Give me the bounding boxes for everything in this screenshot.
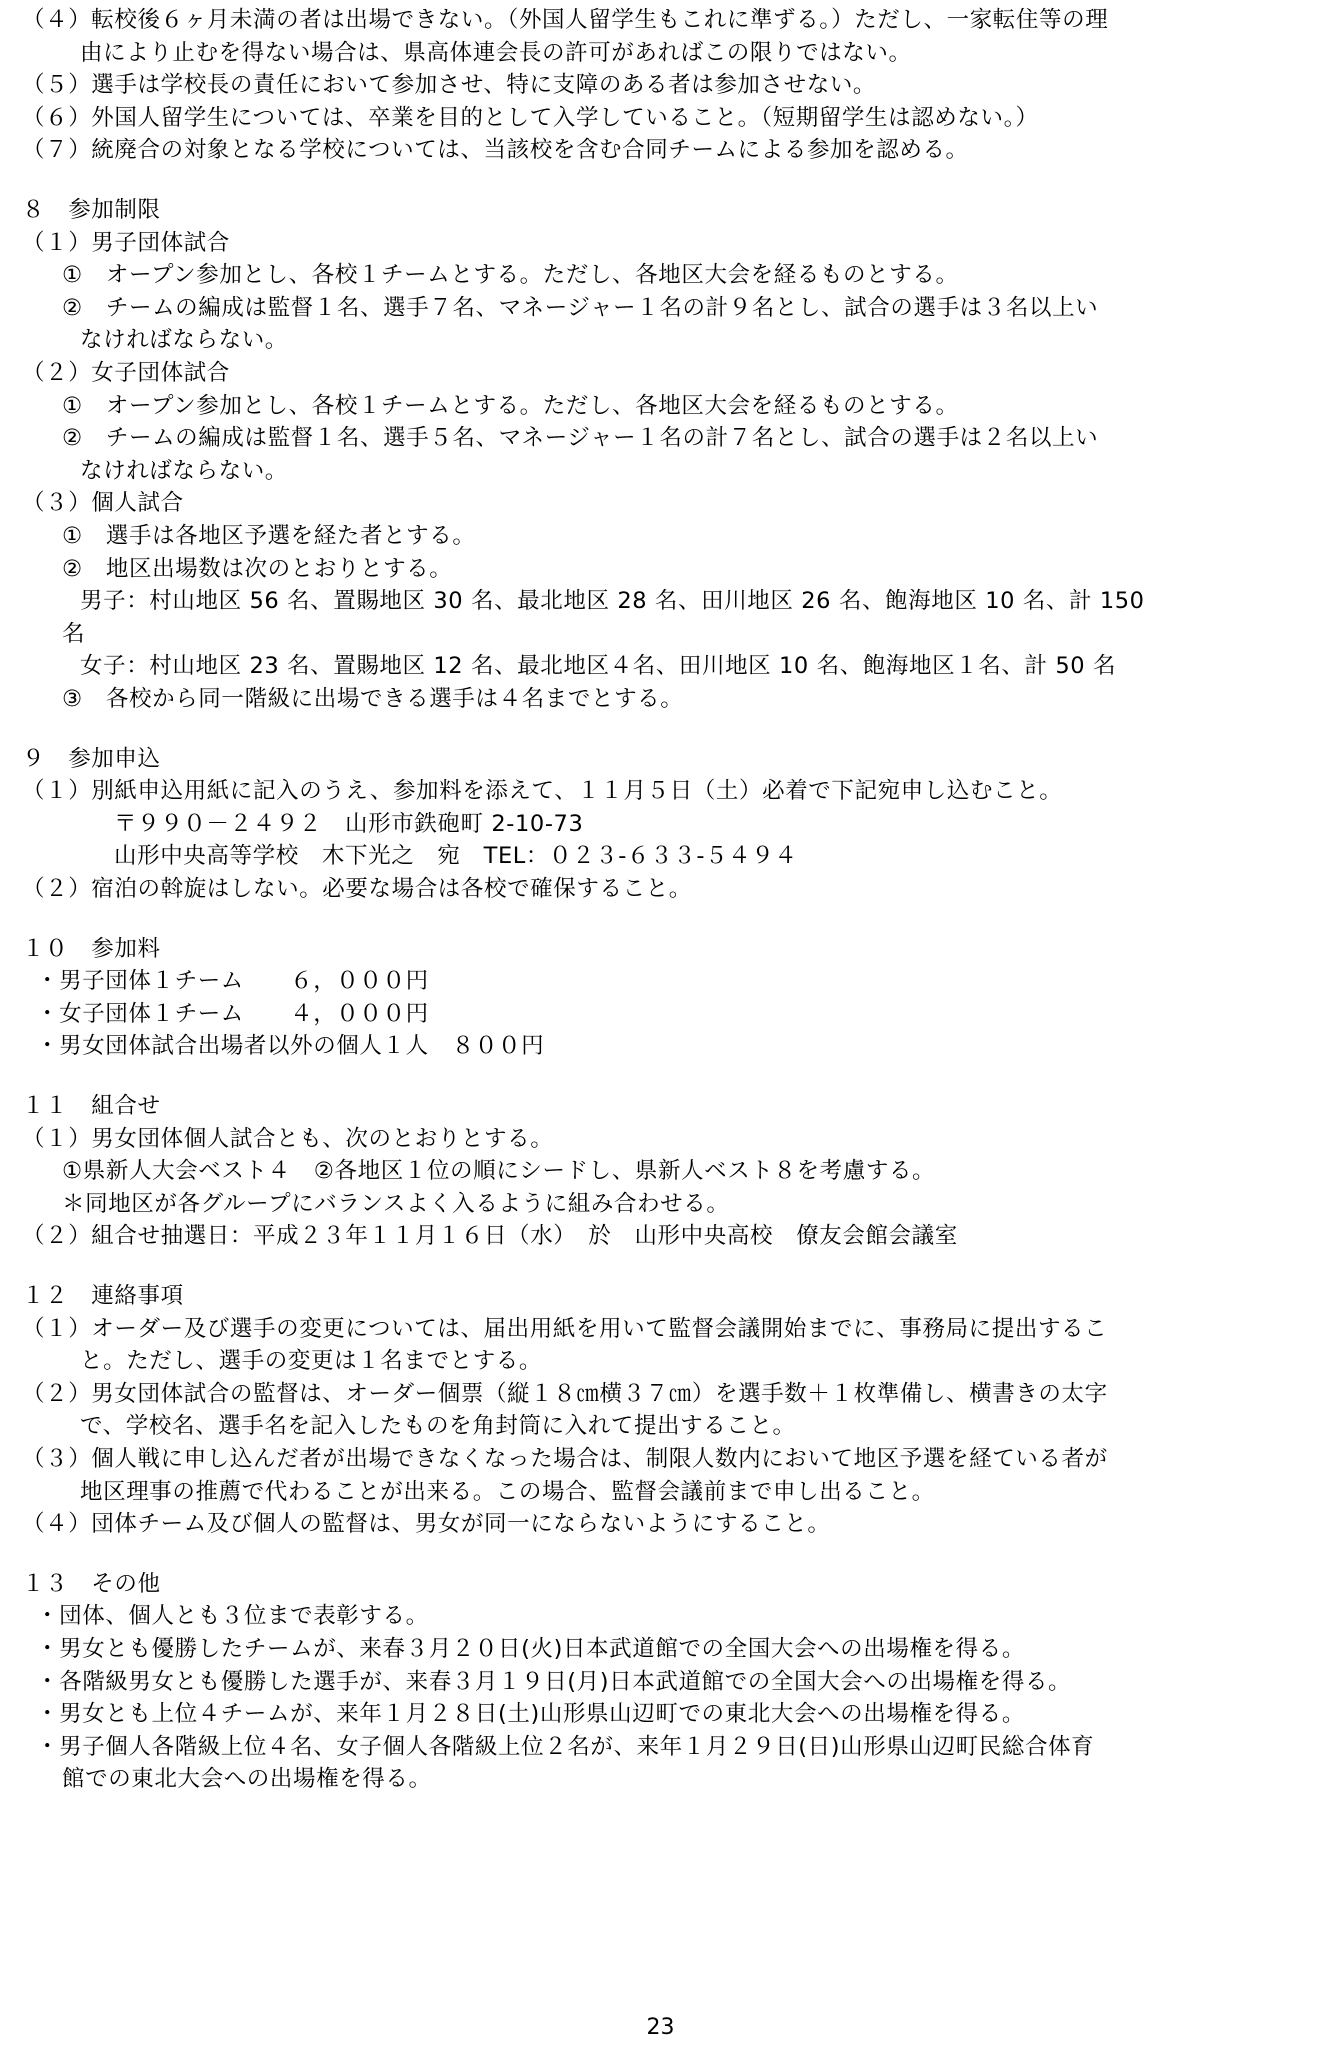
text-line: ＊同地区が各グループにバランスよく入るように組み合わせる。: [62, 1191, 730, 1217]
text-line: ① 選手は各地区予選を経た者とする。: [62, 523, 476, 549]
text-line: （２）組合せ抽選日：平成２３年１１月１６日（水） 於 山形中央高校 僚友会館会議室: [22, 1223, 958, 1249]
text-line: ① オープン参加とし、各校１チームとする。ただし、各地区大会を経るものとする。: [62, 262, 959, 288]
text-line: （４）転校後６ヶ月未満の者は出場できない。（外国人留学生もこれに準ずる。）ただし、一家転住等の理: [22, 7, 1109, 33]
text-line: ② チームの編成は監督１名、選手７名、マネージャー１名の計９名とし、試合の選手は３名以上い: [62, 295, 1099, 321]
text-line: （５）選手は学校長の責任において参加させ、特に支障のある者は参加させない。: [22, 72, 877, 98]
text-line: ・男女団体試合出場者以外の個人１人 ８００円: [36, 1033, 545, 1059]
text-line: ③ 各校から同一階級に出場できる選手は４名までとする。: [62, 686, 684, 712]
text-line: 〒９９０－２４９２ 山形市鉄砲町 2-10-73: [114, 811, 584, 837]
text-line: （７）統廃合の対象となる学校については、当該校を含む合同チームによる参加を認める。: [22, 137, 969, 163]
text-line: １１ 組合せ: [22, 1093, 161, 1119]
text-line: なければならない。: [80, 327, 288, 353]
text-line: 女子：村山地区 23 名、置賜地区 12 名、最北地区４名、田川地区 10 名、飽海地区１名、計 50 名: [80, 653, 1117, 679]
text-line: ９ 参加申込: [22, 746, 161, 772]
text-line: ② 地区出場数は次のとおりとする。: [62, 556, 453, 582]
text-line: （３）個人戦に申し込んだ者が出場できなくなった場合は、制限人数内において地区予選を経ている者が: [22, 1446, 1108, 1472]
text-line: ①県新人大会ベスト４ ②各地区１位の順にシードし、県新人ベスト８を考慮する。: [62, 1158, 936, 1184]
text-line: （４）団体チーム及び個人の監督は、男女が同一にならないようにすること。: [22, 1511, 831, 1537]
text-line: （２）宿泊の斡旋はしない。必要な場合は各校で確保すること。: [22, 876, 692, 902]
text-line: ① オープン参加とし、各校１チームとする。ただし、各地区大会を経るものとする。: [62, 393, 959, 419]
text-line: １０ 参加料: [22, 936, 161, 962]
text-line: １２ 連絡事項: [22, 1283, 184, 1309]
text-line: ・男女とも上位４チームが、来年１月２８日(土)山形県山辺町での東北大会への出場権を得る。: [36, 1701, 1025, 1727]
text-line: と。ただし、選手の変更は１名までとする。: [80, 1348, 543, 1374]
text-line: ・男子団体１チーム ６，０００円: [36, 968, 429, 994]
text-line: 山形中央高等学校 木下光之 宛 TEL：０２３-６３３-５４９４: [114, 843, 798, 869]
page-number: 23: [646, 2015, 675, 2040]
text-line: （２）男女団体試合の監督は、オーダー個票（縦１８㎝横３７㎝）を選手数＋１枚準備し、横書きの太字: [22, 1381, 1108, 1407]
text-line: 地区理事の推薦で代わることが出来る。この場合、監督会議前まで申し出ること。: [80, 1479, 935, 1505]
text-line: 名: [62, 621, 86, 647]
text-line: ② チームの編成は監督１名、選手５名、マネージャー１名の計７名とし、試合の選手は２名以上い: [62, 425, 1099, 451]
text-line: （２）女子団体試合: [22, 360, 230, 386]
text-line: １３ その他: [22, 1571, 161, 1597]
text-line: で、学校名、選手名を記入したものを角封筒に入れて提出すること。: [80, 1413, 796, 1439]
text-line: 館での東北大会への出場権を得る。: [62, 1766, 432, 1792]
text-line: （１）オーダー及び選手の変更については、届出用紙を用いて監督会議開始までに、事務局に提出するこ: [22, 1316, 1108, 1342]
text-line: なければならない。: [80, 458, 288, 484]
text-line: ８ 参加制限: [22, 197, 161, 223]
text-line: （１）別紙申込用紙に記入のうえ、参加料を添えて、１１月５日（土）必着で下記宛申し込むこと。: [22, 778, 1063, 804]
text-line: ・女子団体１チーム ４，０００円: [36, 1001, 429, 1027]
text-line: ・男女とも優勝したチームが、来春３月２０日(火)日本武道館での全国大会への出場権を得る。: [36, 1636, 1025, 1662]
text-line: 男子：村山地区 56 名、置賜地区 30 名、最北地区 28 名、田川地区 26 名、飽海地区 10 名、計 150: [80, 588, 1145, 614]
text-line: （１）男子団体試合: [22, 230, 230, 256]
text-line: （３）個人試合: [22, 490, 184, 516]
text-line: ・男子個人各階級上位４名、女子個人各階級上位２名が、来年１月２９日(日)山形県山辺町民総合体育: [36, 1734, 1095, 1760]
text-line: ・団体、個人とも３位まで表彰する。: [36, 1603, 429, 1629]
text-line: 由により止むを得ない場合は、県高体連会長の許可があればこの限りではない。: [80, 40, 912, 66]
text-line: （１）男女団体個人試合とも、次のとおりとする。: [22, 1126, 554, 1152]
text-line: ・各階級男女とも優勝した選手が、来春３月１９日(月)日本武道館での全国大会への出場権を得る。: [36, 1669, 1072, 1695]
text-line: （６）外国人留学生については、卒業を目的として入学していること。（短期留学生は認めない。）: [22, 105, 1039, 131]
